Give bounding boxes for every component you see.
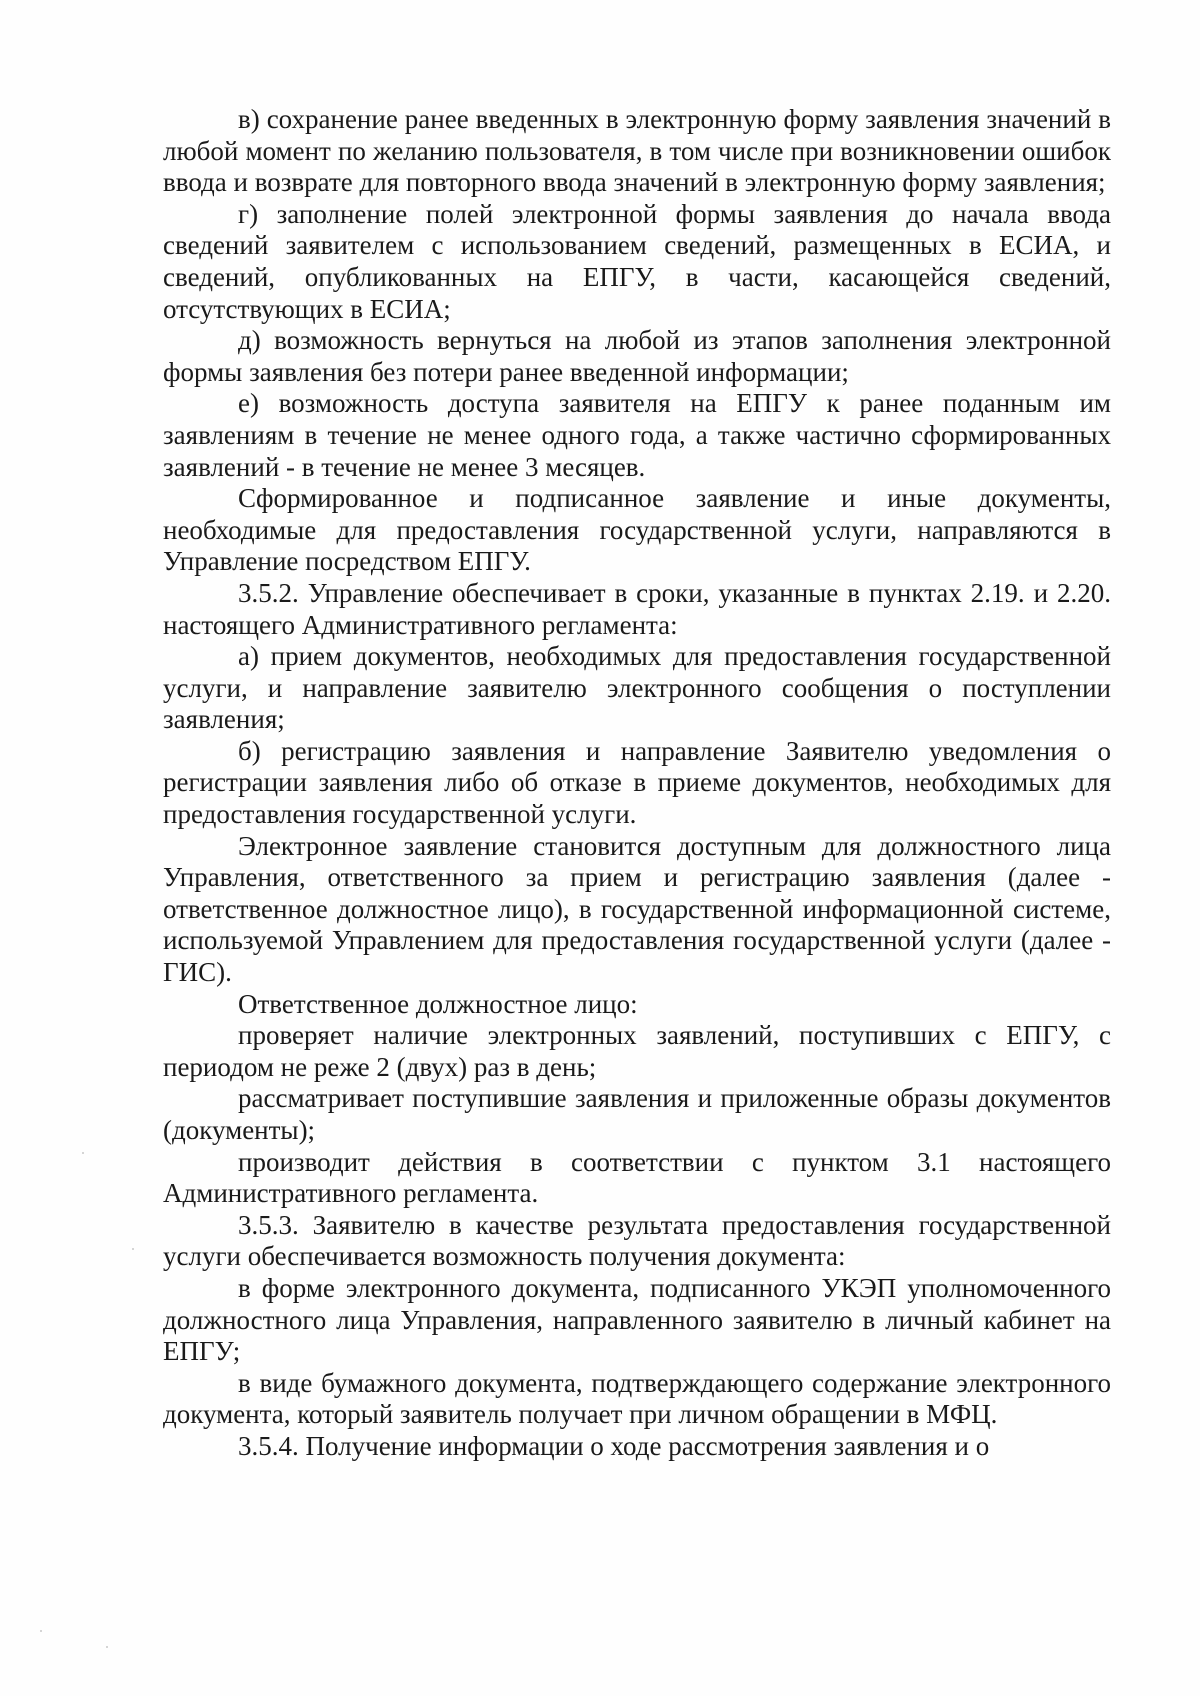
paragraph-paper-form: в виде бумажного документа, подтверждающего содержание электронного документа, который заявитель получает при личном обращении в МФЦ. <box>163 1367 1111 1430</box>
scan-speck <box>82 1152 84 1154</box>
scan-speck <box>40 1630 42 1632</box>
paragraph-3-5-2: 3.5.2. Управление обеспечивает в сроки, указанные в пунктах 2.19. и 2.20. настоящего Административного регламента: <box>163 577 1111 640</box>
document-body <box>163 104 1111 1463</box>
paragraph-checks: проверяет наличие электронных заявлений, поступивших с ЕПГУ, с периодом не реже 2 (двух) раз в день; <box>163 1020 1111 1082</box>
scan-speck <box>132 1248 134 1250</box>
paragraph-formed-application: Сформированное и подписанное заявление и иные документы, необходимые для предоставления государственной услуги, направляются в Управление посредством ЕПГУ. <box>163 483 1111 577</box>
paragraph-e: е) возможность доступа заявителя на ЕПГУ к ранее поданным им заявлениям в течение не менее одного года, а также частично сформированных заявлений - в течение не менее 3 месяцев. <box>163 388 1111 482</box>
paragraph-3-5-2-a: а) прием документов, необходимых для предоставления государственной услуги, и направление заявителю электронного сообщения о поступлении заявления; <box>163 641 1111 735</box>
paragraph-3-5-4: 3.5.4. Получение информации о ходе рассмотрения заявления и о <box>238 1430 990 1461</box>
paragraph-performs: производит действия в соответствии с пунктом 3.1 настоящего Административного регламента. <box>163 1146 1111 1209</box>
paragraph-responsible-official: Ответственное должностное лицо: <box>238 988 638 1019</box>
paragraph-3-5-3: 3.5.3. Заявителю в качестве результата предоставления государственной услуги обеспечивается возможность получения документа: <box>163 1209 1111 1272</box>
paragraph-v: в) сохранение ранее введенных в электронную форму заявления значений в любой момент по желанию пользователя, в том числе при возникновении ошибок ввода и возврате для повторного ввода значений в электронную форму заявления; <box>163 104 1111 198</box>
paragraph-electronic-form: в форме электронного документа, подписанного УКЭП уполномоченного должностного лица Управления, направленного заявителю в личный кабинет на ЕПГУ; <box>163 1272 1111 1367</box>
paragraph-3-5-2-b: б) регистрацию заявления и направление Заявителю уведомления о регистрации заявления либо об отказе в приеме документов, необходимых для предоставления государственной услуги. <box>163 735 1111 830</box>
paragraph-d: д) возможность вернуться на любой из этапов заполнения электронной формы заявления без потери ранее введенной информации; <box>163 325 1111 387</box>
paragraph-reviews: рассматривает поступившие заявления и приложенные образы документов (документы); <box>163 1083 1111 1145</box>
paragraph-g: г) заполнение полей электронной формы заявления до начала ввода сведений заявителем с использованием сведений, размещенных в ЕСИА, и сведений, опубликованных на ЕПГУ, в части, касающейся сведений, отсутствующих в ЕСИА; <box>163 198 1111 324</box>
scan-speck <box>106 1646 108 1648</box>
paragraph-electronic-application: Электронное заявление становится доступным для должностного лица Управления, ответственного за прием и регистрацию заявления (далее - ответственное должностное лицо), в государственной информационной системе, используемой Управлением для предоставления государственной услуги (далее - ГИС). <box>163 830 1111 988</box>
